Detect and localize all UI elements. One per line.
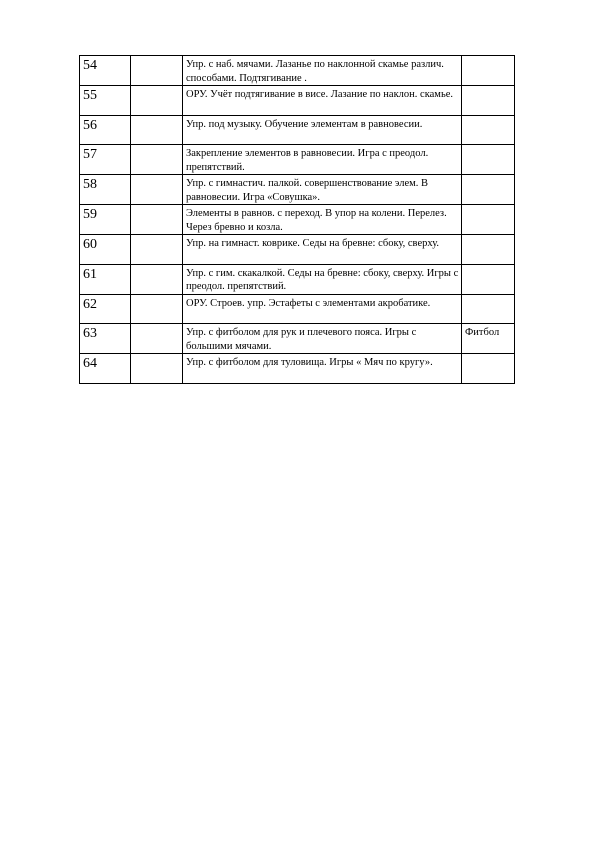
empty-cell xyxy=(131,354,183,384)
empty-cell xyxy=(131,145,183,175)
lesson-topic: Упр. с фитболом для рук и плечевого пояса. Игры с большими мячами. xyxy=(183,324,462,354)
lesson-number: 58 xyxy=(80,175,131,205)
table-row xyxy=(80,175,515,205)
lesson-topic: Упр. на гимнаст. коврике. Седы на бревне: сбоку, сверху. xyxy=(183,235,462,265)
lesson-equipment xyxy=(462,115,515,145)
empty-cell xyxy=(131,264,183,294)
table-row xyxy=(80,56,515,86)
empty-cell xyxy=(131,205,183,235)
lesson-number: 56 xyxy=(80,115,131,145)
empty-cell xyxy=(131,115,183,145)
lesson-number: 61 xyxy=(80,264,131,294)
lesson-number: 55 xyxy=(80,86,131,116)
lesson-equipment: Фитбол xyxy=(462,324,515,354)
lesson-number: 63 xyxy=(80,324,131,354)
lesson-number: 54 xyxy=(80,56,131,86)
lesson-number: 57 xyxy=(80,145,131,175)
empty-cell xyxy=(131,235,183,265)
lesson-equipment xyxy=(462,235,515,265)
lesson-equipment xyxy=(462,56,515,86)
lesson-number: 62 xyxy=(80,294,131,324)
empty-cell xyxy=(131,324,183,354)
lesson-plan-table xyxy=(79,55,515,384)
table-row xyxy=(80,115,515,145)
lesson-topic: Упр. с наб. мячами. Лазанье по наклонной скамье различ. способами. Подтягивание . xyxy=(183,56,462,86)
lesson-equipment xyxy=(462,145,515,175)
lesson-topic: Упр. с фитболом для туловища. Игры « Мяч по кругу». xyxy=(183,354,462,384)
lesson-topic: ОРУ. Учёт подтягивание в висе. Лазание по наклон. скамье. xyxy=(183,86,462,116)
empty-cell xyxy=(131,86,183,116)
lesson-topic: Закрепление элементов в равновесии. Игра с преодол. препятствий. xyxy=(183,145,462,175)
table-row xyxy=(80,145,515,175)
lesson-topic: Упр. с гим. скакалкой. Седы на бревне: сбоку, сверху. Игры с преодол. препятствий. xyxy=(183,264,462,294)
table-row xyxy=(80,235,515,265)
lesson-equipment xyxy=(462,294,515,324)
lesson-equipment xyxy=(462,354,515,384)
lesson-topic: Упр. под музыку. Обучение элементам в равновесии. xyxy=(183,115,462,145)
lesson-equipment xyxy=(462,86,515,116)
lesson-number: 59 xyxy=(80,205,131,235)
lesson-equipment xyxy=(462,264,515,294)
empty-cell xyxy=(131,175,183,205)
lesson-equipment xyxy=(462,175,515,205)
empty-cell xyxy=(131,294,183,324)
table-row xyxy=(80,205,515,235)
lesson-number: 64 xyxy=(80,354,131,384)
lesson-topic: ОРУ. Строев. упр. Эстафеты с элементами акробатике. xyxy=(183,294,462,324)
table-row xyxy=(80,324,515,354)
table-row xyxy=(80,264,515,294)
table-row xyxy=(80,86,515,116)
table-row xyxy=(80,294,515,324)
lesson-number: 60 xyxy=(80,235,131,265)
lesson-topic: Упр. с гимнастич. палкой. совершенствование элем. В равновесии. Игра «Совушка». xyxy=(183,175,462,205)
table-row xyxy=(80,354,515,384)
lesson-topic: Элементы в равнов. с переход. В упор на колени. Перелез. Через бревно и козла. xyxy=(183,205,462,235)
lesson-equipment xyxy=(462,205,515,235)
empty-cell xyxy=(131,56,183,86)
